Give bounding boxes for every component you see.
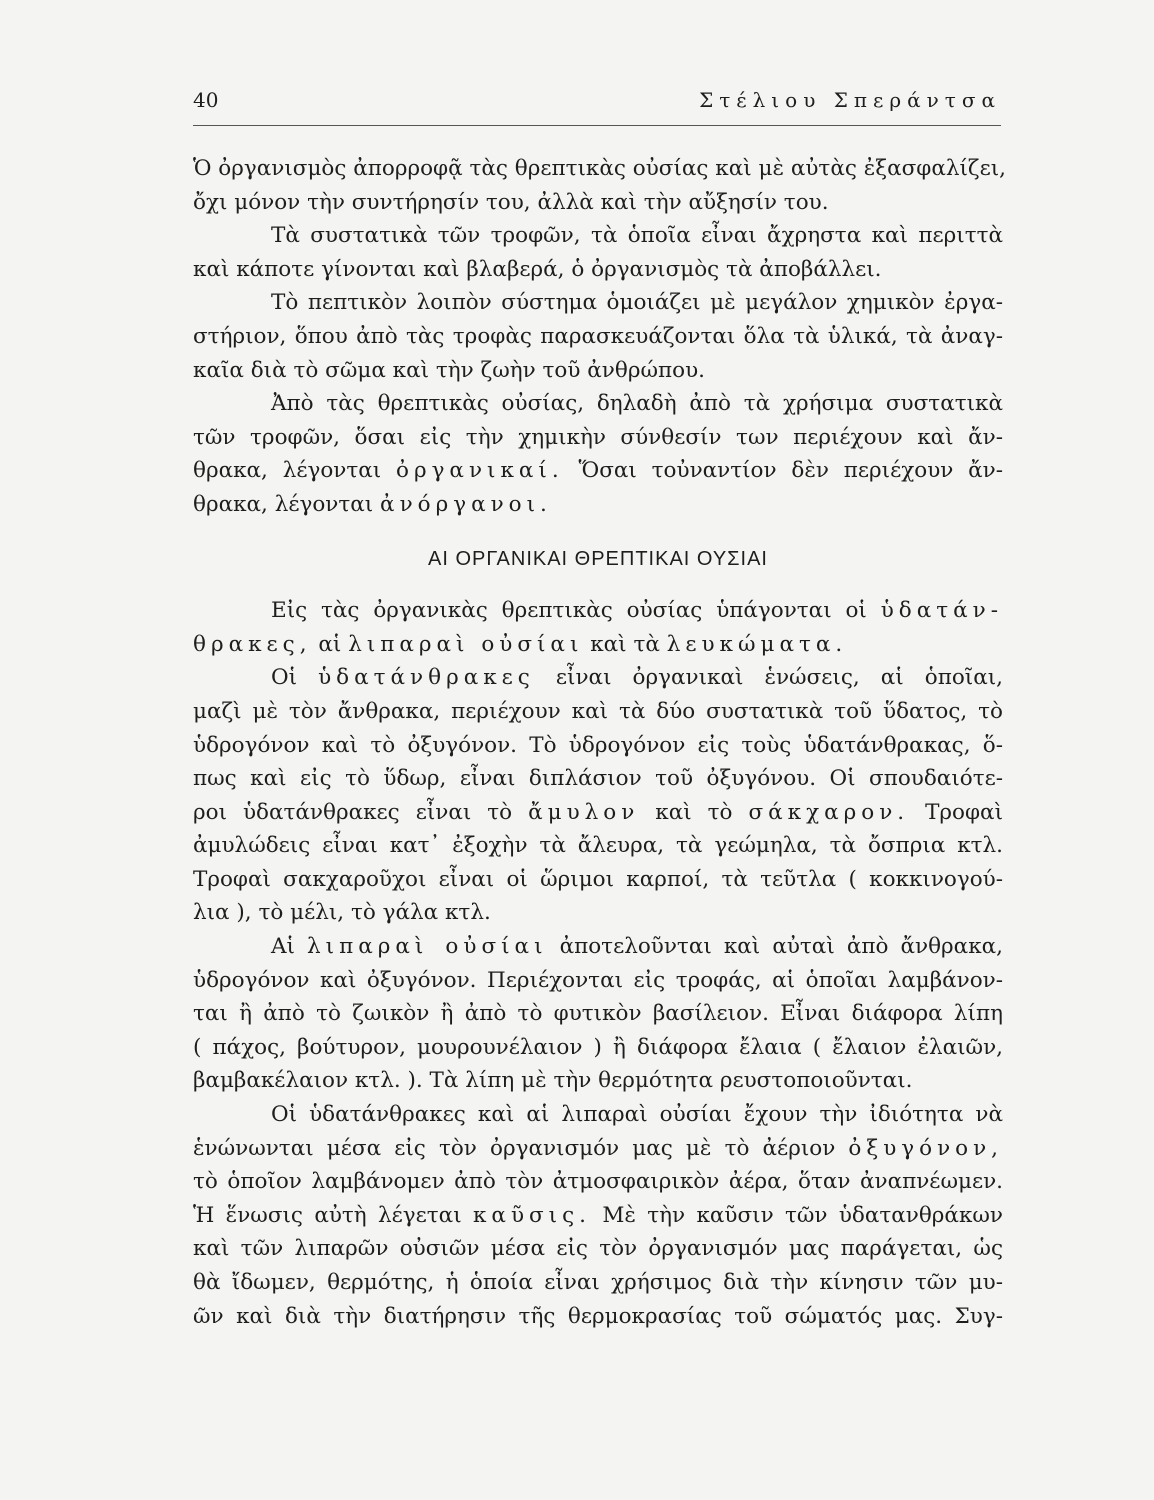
spaced-term: σάκχαρον. (748, 799, 910, 825)
text-line (193, 628, 1003, 662)
text-run: ἀποτελοῦνται καὶ αὐταὶ ἀπὸ ἄνθρακα, (547, 934, 1003, 960)
text-line: τὸ ὁποῖον λαμβάνομεν ἀπὸ τὸν ἀτμοσφαιρικὸν ἀέρα, ὅταν ἀναπνέωμεν. (193, 1169, 1003, 1195)
text-run: Ἡ ἕνωσις αὐτὴ λέγεται (193, 1202, 473, 1228)
text-line: ὑδρογόνον καὶ τὸ ὀξυγόνον. Τὸ ὑδρογόνον εἰς τοὺς ὑδατάνθρακας, ὅ- (193, 732, 1003, 758)
text-run: εἶναι ὀργανικαὶ ἑνώσεις, αἱ ὁποῖαι, (534, 665, 1003, 691)
spaced-term: λιπαραὶ οὐσίαι (348, 631, 584, 657)
text-run: ἑνώνωνται μέσα εἰς τὸν ὀργανισμόν μας μὲ τὸ ἀέριον (193, 1135, 849, 1161)
text-line (193, 930, 1003, 964)
text-line: Ὁ ὀργανισμὸς ἀπορροφᾷ τὰς θρεπτικὰς οὐσίας καὶ μὲ αὐτὰς ἐξασφαλίζει, (193, 156, 1006, 181)
section-heading: ΑΙ ΟΡΓΑΝΙΚΑΙ ΘΡΕΠΤΙΚΑΙ ΟΥΣΙΑΙ (428, 547, 768, 570)
text-line: Οἱ ὑδατάνθρακες καὶ αἱ λιπαραὶ οὐσίαι ἔχουν τὴν ἰδιότητα νὰ (271, 1102, 1003, 1128)
text-line (193, 1199, 1003, 1233)
page-body (193, 152, 1006, 1333)
text-run: Αἱ (271, 934, 308, 960)
text-line: Ἀπὸ τὰς θρεπτικὰς οὐσίας, δηλαδὴ ἀπὸ τὰ χρήσιμα συστατικὰ (271, 391, 1003, 417)
spaced-term: καῦσις. (472, 1202, 591, 1228)
text-line: ῶν καὶ διὰ τὴν διατήρησιν τῆς θερμοκρασίας τοῦ σώματός μας. Συγ- (193, 1303, 1003, 1329)
text-line: καὶ τῶν λιπαρῶν οὐσιῶν μέσα εἰς τὸν ὀργανισμόν μας παράγεται, ὡς (193, 1236, 1003, 1262)
text-line: λια ), τὸ μέλι, τὸ γάλα κτλ. (193, 900, 491, 926)
text-line: ὄχι μόνον τὴν συντήρησίν του, ἀλλὰ καὶ τὴν αὔξησίν του. (193, 189, 829, 215)
text-line: τῶν τροφῶν, ὅσαι εἰς τὴν χημικὴν σύνθεσίν των περιέχουν καὶ ἄν- (193, 424, 1003, 450)
text-line (193, 488, 1003, 522)
page-number: 40 (193, 88, 219, 112)
text-line (193, 796, 1003, 830)
spaced-term: ὀξυγόνον, (848, 1135, 1003, 1161)
text-run: Τροφαὶ (909, 799, 1004, 825)
spaced-term: ἄμυλον (528, 799, 640, 825)
spaced-term: ἀνόργανοι. (380, 491, 552, 517)
text-run: καὶ τὰ (583, 631, 667, 657)
text-line: στήριον, ὅπου ἀπὸ τὰς τροφὰς παρασκευάζονται ὅλα τὰ ὑλικά, τὰ ἀναγ- (193, 323, 1003, 349)
text-line: ἀμυλώδεις εἶναι κατ᾽ ἐξοχὴν τὰ ἄλευρα, τὰ γεώμηλα, τὰ ὄσπρια κτλ. (193, 833, 1003, 859)
text-line: ( πάχος, βούτυρον, μουρουνέλαιον ) ἢ διάφορα ἔλαια ( ἔλαιον ἐλαιῶν, (193, 1034, 1003, 1060)
text-line: Τὰ συστατικὰ τῶν τροφῶν, τὰ ὁποῖα εἶναι ἄχρηστα καὶ περιττὰ (271, 223, 1003, 249)
text-run: Μὲ τὴν καῦσιν τῶν ὑδατανθράκων (591, 1202, 1003, 1228)
text-run: αἱ (311, 631, 349, 657)
text-line (193, 661, 1003, 695)
text-line: ται ἢ ἀπὸ τὸ ζωικὸν ἢ ἀπὸ τὸ φυτικὸν βασίλειον. Εἶναι διάφορα λίπη (193, 1001, 1003, 1027)
text-run: ροι ὑδατάνθρακες εἶναι τὸ (193, 799, 529, 825)
spaced-term: θρακες, (193, 631, 312, 657)
text-line: ὑδρογόνον καὶ ὀξυγόνον. Περιέχονται εἰς τροφάς, αἱ ὁποῖαι λαμβάνον- (193, 967, 1003, 993)
page-header (193, 88, 1001, 118)
spaced-term: ὀργανικαί. (396, 458, 564, 484)
text-line: βαμβακέλαιον κτλ. ). Τὰ λίπη μὲ τὴν θερμότητα ρευστοποιοῦνται. (193, 1068, 913, 1094)
text-line: μαζὶ μὲ τὸν ἄνθρακα, περιέχουν καὶ τὰ δύο συστατικὰ τοῦ ὕδατος, τὸ (193, 698, 1003, 724)
spaced-term: λευκώματα. (666, 631, 848, 657)
text-run: θρακα, λέγονται (193, 491, 381, 517)
text-run: Ὅσαι τοὐναντίον δὲν περιέχουν ἄν- (563, 458, 1003, 484)
text-line: καὶ κάποτε γίνονται καὶ βλαβερά, ὁ ὀργανισμὸς τὰ ἀποβάλλει. (193, 256, 882, 282)
text-run: Οἱ (271, 665, 319, 691)
spaced-term: λιπαραὶ οὐσίαι (307, 934, 548, 960)
text-line: θὰ ἴδωμεν, θερμότης, ἡ ὁποία εἶναι χρήσιμος διὰ τὴν κίνησιν τῶν μυ- (193, 1270, 1003, 1295)
text-line: Τροφαὶ σακχαροῦχοι εἶναι οἱ ὥριμοι καρποί, τὰ τεῦτλα ( κοκκινογού- (193, 866, 1003, 892)
running-title: Στέλιου Σπεράντσα (699, 88, 1001, 112)
spaced-term: ὑδατάνθρακες (318, 665, 535, 691)
text-run: θρακα, λέγονται (193, 458, 396, 484)
text-run: Εἰς τὰς ὀργανικὰς θρεπτικὰς οὐσίας ὑπάγονται οἱ (271, 598, 881, 624)
text-line (193, 454, 1003, 488)
text-run: καὶ τὸ (639, 799, 749, 825)
text-line: καῖα διὰ τὸ σῶμα καὶ τὴν ζωὴν τοῦ ἀνθρώπου. (193, 357, 705, 383)
text-line: Τὸ πεπτικὸν λοιπὸν σύστημα ὁμοιάζει μὲ μεγάλον χημικὸν ἐργα- (271, 290, 1003, 316)
text-line: πως καὶ εἰς τὸ ὕδωρ, εἶναι διπλάσιον τοῦ ὀξυγόνου. Οἱ σπουδαιότε- (193, 766, 1003, 792)
text-line (193, 594, 1003, 628)
header-rule (193, 125, 1001, 126)
spaced-term: ὑδατάν- (880, 598, 1003, 624)
text-line (193, 1132, 1003, 1166)
